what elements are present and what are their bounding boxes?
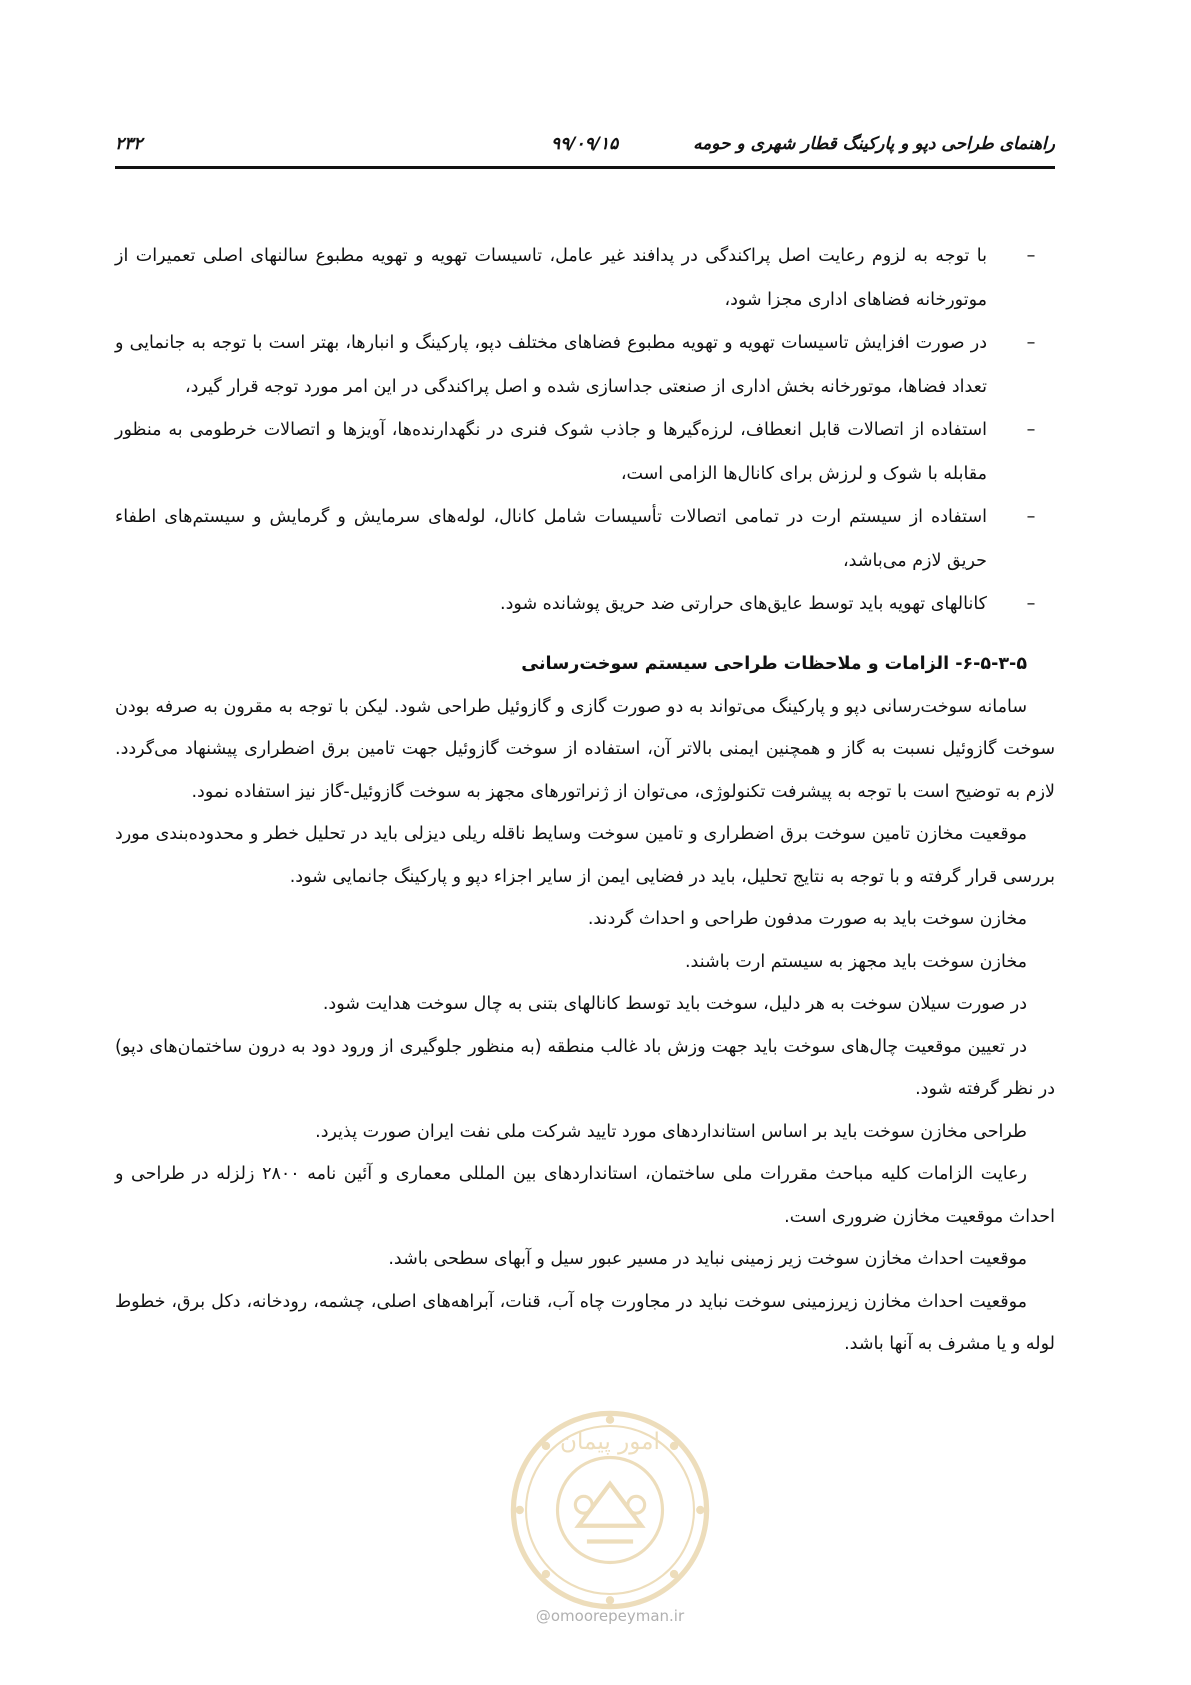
list-item [115, 322, 1055, 409]
header-divider [115, 166, 1055, 169]
dash-bullet: – [1026, 507, 1036, 527]
bullet-text: کانالهای تهویه باید توسط عایق‌های حرارتی ضد حریق پوشانده شود. [500, 594, 987, 614]
paragraph: رعایت الزامات کلیه مباحث مقررات ملی ساختمان، استانداردهای بین المللی معماری و آئین نامه ۲۸۰۰ زلزله در طراحی و احداث موقعیت مخازن ضروری است. [115, 1164, 1055, 1227]
dash-bullet: – [1026, 594, 1036, 614]
paragraph: در تعیین موقعیت چال‌های سوخت باید جهت وزش باد غالب منطقه (به منظور جلوگیری از ورود دود به درون ساختمان‌های دپو) در نظر گرفته شود. [115, 1036, 1055, 1099]
paragraph: در صورت سیلان سوخت به هر دلیل، سوخت باید توسط کانالهای بتنی به چال سوخت هدایت شود. [322, 994, 1027, 1014]
page-number: ۲۳۲ [115, 134, 143, 154]
list-item [115, 409, 1055, 496]
paragraph: موقعیت احداث مخازن سوخت زیر زمینی نباید در مسیر عبور سیل و آبهای سطحی باشد. [388, 1249, 1027, 1269]
bullet-text: در صورت افزایش تاسیسات تهویه و تهویه مطبوع فضاهای مختلف دپو، پارکینگ و انبارها، بهتر است با توجه به جانمایی و تعداد فضاها، موتورخانه بخش اداری از صنعتی جداسازی شده و اصل پراکندگی در این امر مورد توجه قرار گیرد، [115, 333, 987, 397]
paragraph: مخازن سوخت باید به صورت مدفون طراحی و احداث گردند. [587, 909, 1027, 929]
bullet-list [115, 235, 1055, 627]
paragraph: طراحی مخازن سوخت باید بر اساس استانداردهای مورد تایید شرکت ملی نفت ایران صورت پذیرد. [315, 1121, 1027, 1142]
list-item [115, 583, 1055, 627]
paragraph: موقعیت احداث مخازن زیرزمینی سوخت نباید در مجاورت چاه آب، قنات، آبراهه‌های اصلی، چشمه، رودخانه، دکل برق، خطوط لوله و یا مشرف به آنها باشد. [115, 1291, 1055, 1354]
bullet-text: با توجه به لزوم رعایت اصل پراکندگی در پدافند غیر عامل، تاسیسات تهویه و تهویه مطبوع سالنهای اصلی تعمیرات از موتورخانه فضاهای اداری مجزا شود، [115, 246, 987, 310]
paragraph: سامانه سوخت‌رسانی دپو و پارکینگ می‌تواند به دو صورت گازی و گازوئیل طراحی شود. لیکن با توجه به مقرون به صرفه بودن سوخت گازوئیل نسبت به گاز و همچنین ایمنی بالاتر آن، استفاده از سوخت گازوئیل جهت تامین برق اضطراری پیشنهاد می‌گردد. لازم به توضیح است با توجه به پیشرفت تکنولوژی، می‌توان از ژنراتورهای مجهز به سوخت گازوئیل-گاز نیز استفاده نمود. [115, 696, 1055, 802]
dash-bullet: – [1026, 333, 1036, 353]
paragraph: مخازن سوخت باید مجهز به سیستم ارت باشند. [684, 951, 1027, 972]
dash-bullet: – [1026, 420, 1036, 440]
bullet-text: استفاده از اتصالات قابل انعطاف، لرزه‌گیرها و جاذب شوک فنری در نگهدارنده‌ها، آویزها و اتصالات خرطومی به منظور مقابله با شوک و لرزش برای کانال‌ها الزامی است، [115, 420, 987, 484]
list-item [115, 235, 1055, 322]
dash-bullet: – [1026, 246, 1036, 266]
list-item [115, 496, 1055, 583]
seal-logo-icon [505, 1405, 715, 1615]
page-body [115, 235, 1055, 1366]
watermark-text: @omoorepeyman.ir [535, 1607, 685, 1625]
header-date: ۹۹/۰۹/۱۵ [551, 134, 619, 154]
paragraph: موقعیت مخازن تامین سوخت برق اضطراری و تامین سوخت وسایط ناقله ریلی دیزلی باید در تحلیل خطر و محدوده‌بندی مورد بررسی قرار گرفته و با توجه به نتایج تحلیل، باید در فضایی ایمن از سایر اجزاء دپو و پارکینگ جانمایی شود. [115, 824, 1055, 887]
bullet-text: استفاده از سیستم ارت در تمامی اتصالات تأسیسات شامل کانال، لوله‌های سرمایش و گرمایش و سیستم‌های اطفاء حریق لازم می‌باشد، [115, 507, 987, 571]
header-title: راهنمای طراحی دپو و پارکینگ قطار شهری و حومه [693, 134, 1055, 154]
page-header [115, 131, 1055, 159]
svg-text:امور پیمان: امور پیمان [560, 1429, 660, 1456]
section-heading: ۶-۵-۳-۵- الزامات و ملاحظات طراحی سیستم سوخت‌رسانی [521, 653, 1027, 674]
